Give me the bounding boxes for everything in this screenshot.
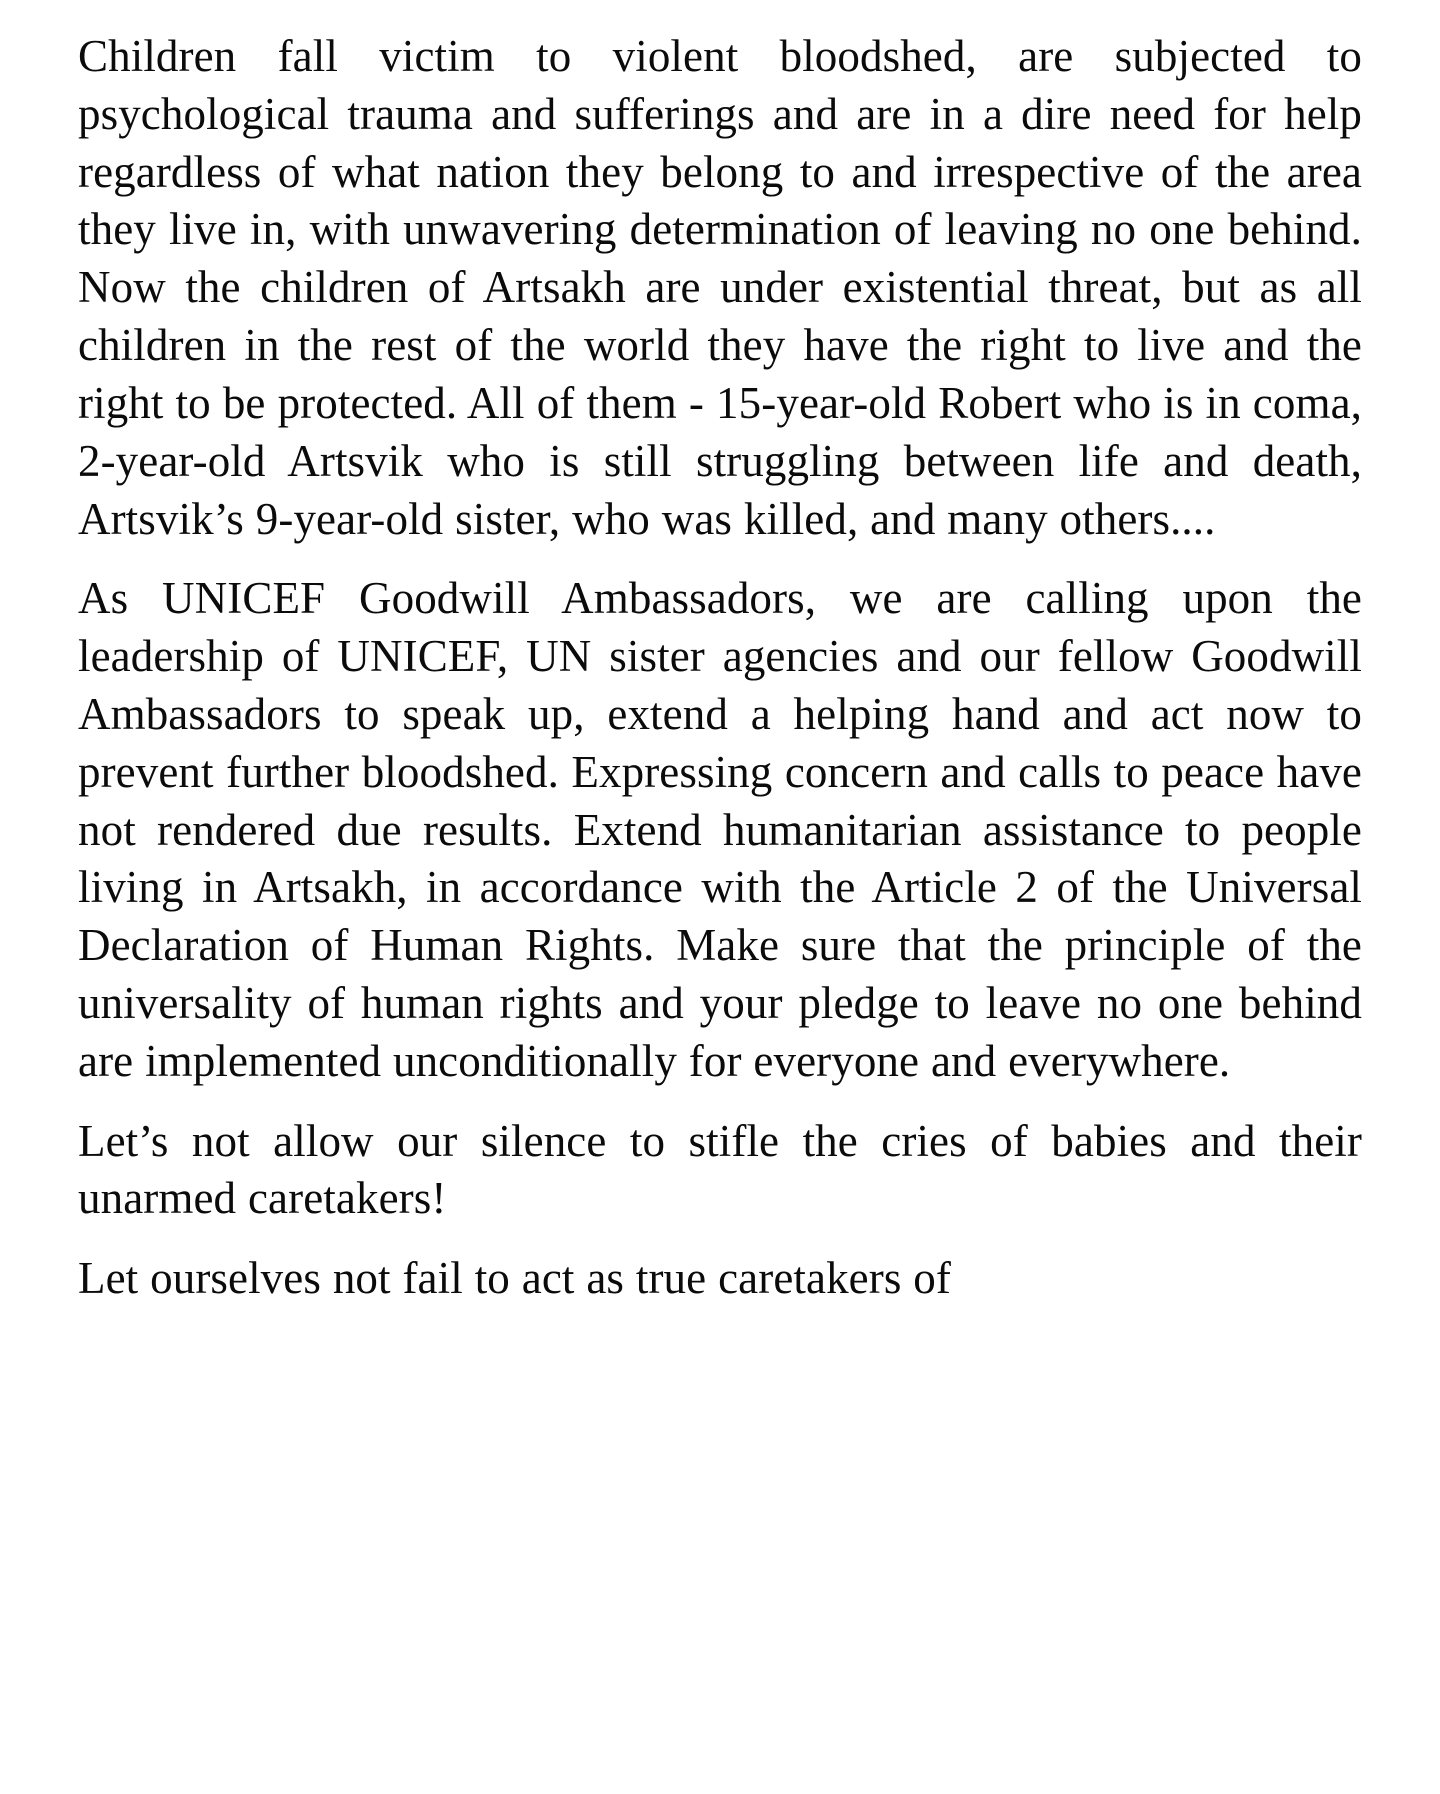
paragraph-4: Let ourselves not fail to act as true caretakers of (78, 1253, 951, 1304)
paragraph-2: As UNICEF Goodwill Ambassadors, we are calling upon the leadership of UNICEF, UN sister agencies and our fellow Goodwill Ambassadors to speak up, extend a helping hand and act now to prevent further bloodshed. Expressing concern and calls to peace have not rendered due results. Extend humanitarian assistance to people living in Artsakh, in accordance with the Article 2 of the Universal Declaration of Human Rights. Make sure that the principle of the universality of human rights and your pledge to leave no one behind are implemented unconditionally for everyone and everywhere. (78, 573, 1362, 1086)
document-text-body (78, 28, 1362, 1308)
paragraph-3: Let’s not allow our silence to stifle the cries of babies and their unarmed caretakers! (78, 1115, 1362, 1224)
paragraph-1: Children fall victim to violent bloodshed, are subjected to psychological trauma and sufferings and are in a dire need for help regardless of what nation they belong to and irrespective of the area they live in, with unwavering determination of leaving no one behind. Now the children of Artsakh are under existential threat, but as all children in the rest of the world they have the right to live and the right to be protected. All of them - 15-year-old Robert who is in coma, 2-year-old Artsvik who is still struggling between life and death, Artsvik’s 9-year-old sister, who was killed, and many others.... (78, 31, 1362, 544)
